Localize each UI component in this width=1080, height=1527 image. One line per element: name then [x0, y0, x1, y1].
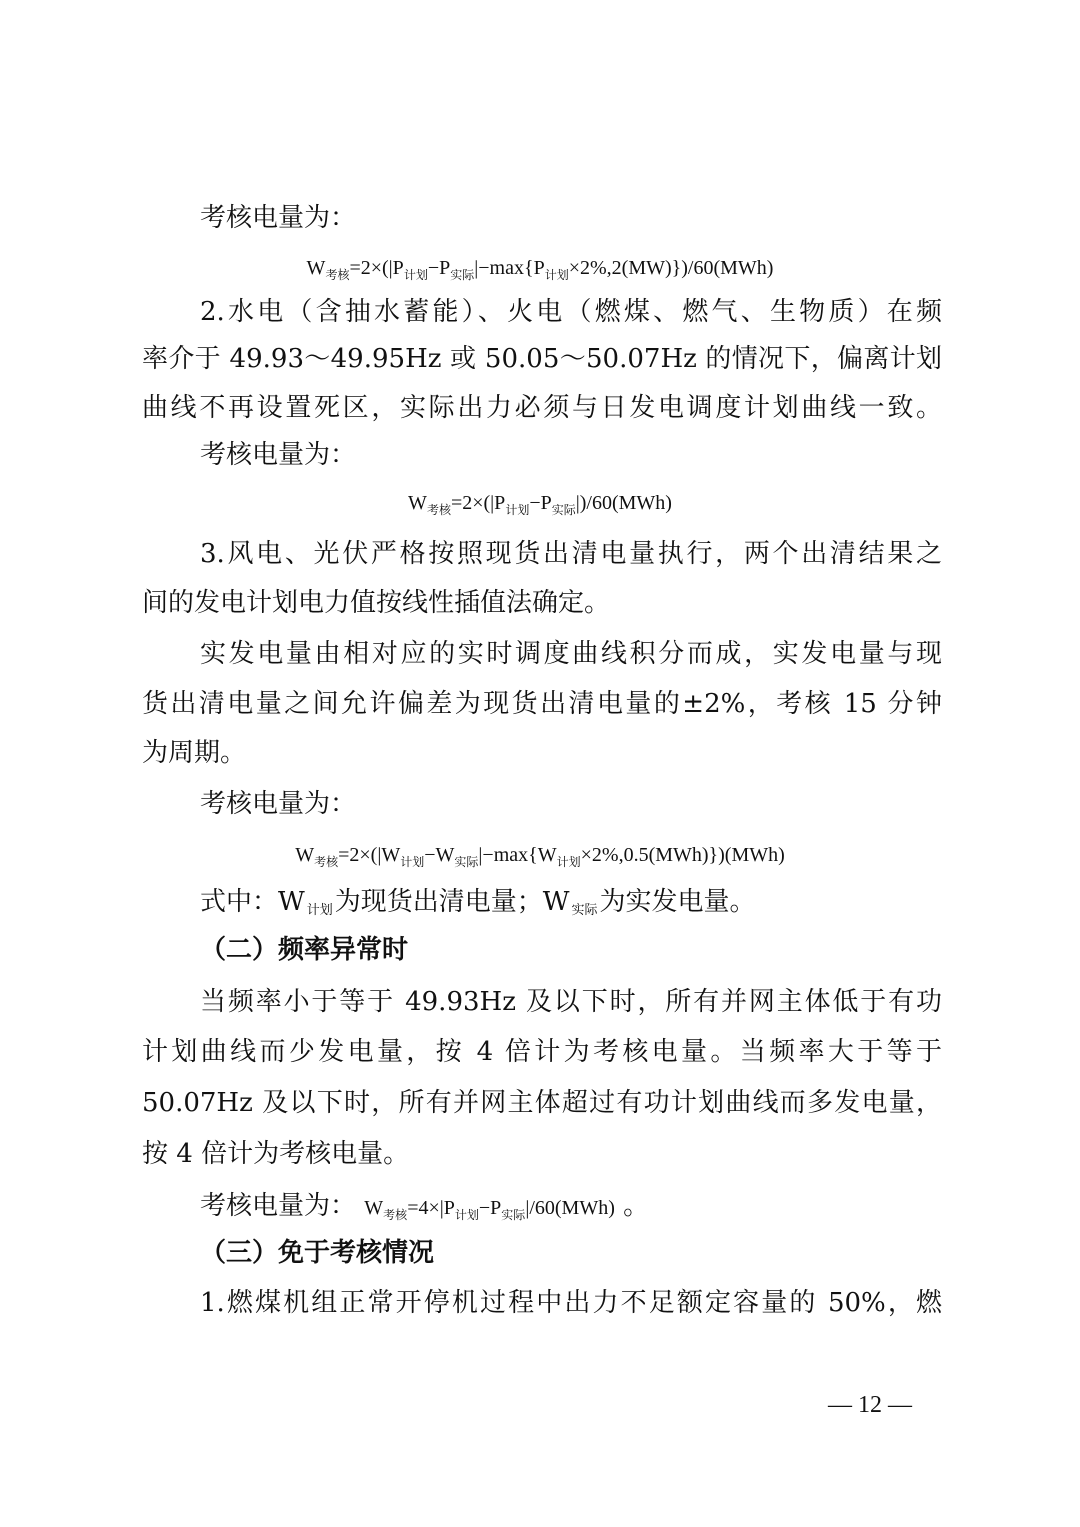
label-assessment-energy-3: 考核电量为： [200, 789, 357, 819]
page-number: — 12 — [828, 1392, 912, 1418]
label-assessment-energy-1: 考核电量为： [200, 203, 357, 233]
heading-frequency-abnormal: （二）频率异常时 [200, 935, 409, 965]
label-assessment-energy-2: 考核电量为： [200, 440, 357, 470]
paragraph-3-line-2: 间的发电计划电力值按线性插值法确定。 [142, 588, 611, 618]
paragraph-4-line-3: 为周期。 [142, 738, 247, 768]
paragraph-2-line-2: 率介于 49.93～49.95Hz 或 50.05～50.07Hz 的情况下，偏离计划 [142, 344, 942, 374]
paragraph-5-line-4: 按 4 倍计为考核电量。 [142, 1139, 410, 1169]
label-assessment-energy-4: 考核电量为： $W_{考核}=4\times|P_{计划}-P_{实际}|/60(MWh)$ 。 [200, 1191, 650, 1222]
paragraph-5-line-1: 当频率小于等于 49.93Hz 及以下时，所有并网主体低于有功 [200, 987, 942, 1017]
paragraph-5-line-3: 50.07Hz 及以下时，所有并网主体超过有功计划曲线而多发电量， [142, 1088, 942, 1118]
heading-exemption: （三）免于考核情况 [200, 1238, 435, 1268]
paragraph-3-line-1: 3.风电、光伏严格按照现货出清电量执行，两个出清结果之 [200, 539, 942, 569]
formula-1: $W_{考核}=2\times(|P_{计划}-P_{实际}|-\max\{P_{计划}\times 2\%,2(MW)\})/60(MWh)$ [306, 257, 774, 282]
paragraph-4-line-2: 货出清电量之间允许偏差为现货出清电量的±2%，考核 15 分钟 [142, 689, 942, 719]
formula-3: $W_{考核}=2\times(|W_{计划}-W_{实际}|-\max\{W_{计划}\times 2\%,0.5(MWh)\})(MWh)$ [295, 844, 785, 869]
formula-2: $W_{考核}=2\times(|P_{计划}-P_{实际}|)/60(MWh)$ [408, 492, 672, 517]
paragraph-2-line-3: 曲线不再设置死区，实际出力必须与日发电调度计划曲线一致。 [142, 393, 942, 423]
paragraph-5-line-2: 计划曲线而少发电量，按 4 倍计为考核电量。当频率大于等于 [142, 1037, 942, 1067]
paragraph-6-line-1: 1.燃煤机组正常开停机过程中出力不足额定容量的 50%，燃 [200, 1288, 942, 1318]
formula-4: $W_{考核}=4\times|P_{计划}-P_{实际}|/60(MWh)$ [364, 1197, 615, 1222]
paragraph-4-line-1: 实发电量由相对应的实时调度曲线积分而成，实发电量与现 [200, 639, 942, 669]
formula-legend: 式中：W 计划为现货出清电量；W 实际为实发电量。 [200, 887, 756, 918]
paragraph-2-line-1: 2.水电（含抽水蓄能）、火电（燃煤、燃气、生物质）在频 [200, 297, 942, 327]
